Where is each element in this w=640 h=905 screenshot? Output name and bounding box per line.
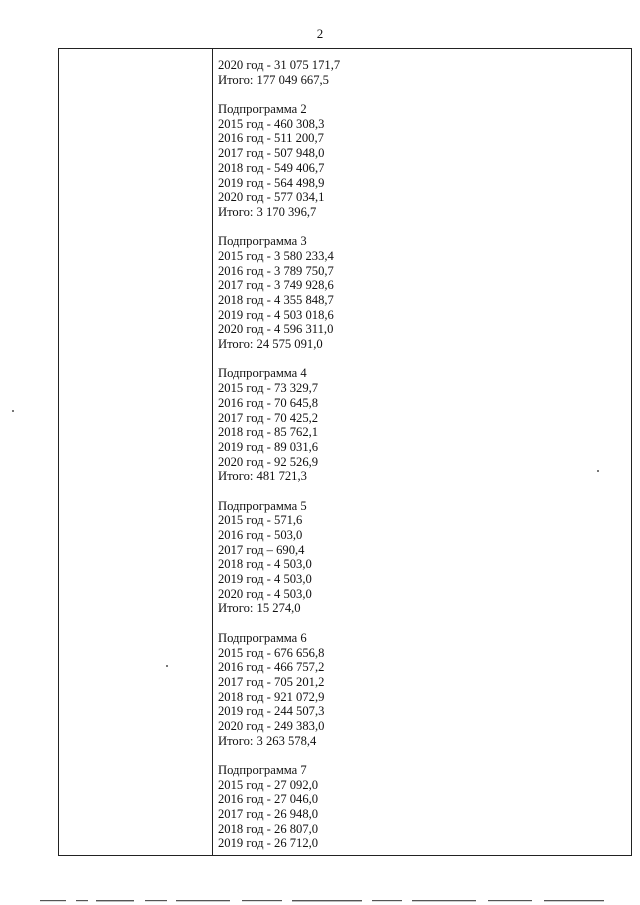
- scan-dash: [242, 900, 282, 901]
- total-line: Итого: 3 170 396,7: [218, 204, 317, 219]
- scan-speck: [597, 470, 599, 472]
- year-line: 2018 год - 921 072,9: [218, 689, 325, 704]
- subprogram-3-block: [218, 234, 631, 352]
- year-line: 2018 год - 4 355 848,7: [218, 293, 334, 307]
- spacer: [218, 616, 631, 631]
- subprogram-title: Подпрограмма 3: [218, 234, 307, 249]
- subprogram-6-block: [218, 631, 631, 749]
- year-line: 2018 год - 26 807,0: [218, 821, 319, 836]
- subprogram-7-block: [218, 763, 631, 851]
- year-line: 2015 год - 27 092,0: [218, 777, 319, 792]
- year-line: 2017 год - 70 425,2: [218, 410, 319, 425]
- scan-edge-artifacts: [0, 896, 640, 904]
- year-line: 2016 год - 3 789 750,7: [218, 263, 334, 278]
- table-left-column: [59, 49, 213, 855]
- year-line: 2015 год - 676 656,8: [218, 645, 325, 660]
- total-line: Итого: 24 575 091,0: [218, 337, 323, 352]
- year-line: 2018 год - 549 406,7: [218, 160, 325, 175]
- year-line: 2016 год - 27 046,0: [218, 792, 319, 807]
- funding-table: [58, 48, 632, 856]
- year-line: 2019 год - 564 498,9: [218, 175, 325, 190]
- scan-dash: [145, 900, 167, 901]
- table-right-column: [213, 49, 631, 855]
- spacer: [218, 87, 631, 102]
- year-line: 2020 год - 92 526,9: [218, 454, 319, 469]
- year-line: 2019 год - 26 712,0: [218, 836, 319, 851]
- scan-dash: [40, 900, 66, 901]
- spacer: [218, 484, 631, 499]
- year-line: 2017 год – 690,4: [218, 542, 305, 557]
- subprogram-title: Подпрограмма 7: [218, 763, 307, 777]
- spacer: [218, 352, 631, 367]
- year-line: 2015 год - 73 329,7: [218, 381, 319, 396]
- scan-dash: [76, 900, 88, 901]
- scan-dash: [544, 900, 604, 901]
- scan-dash: [372, 900, 402, 901]
- scan-dash: [488, 900, 532, 901]
- subprogram-2-block: [218, 102, 631, 220]
- year-line: 2019 год - 4 503,0: [218, 572, 312, 587]
- year-line: 2019 год - 4 503 018,6: [218, 307, 334, 322]
- subprogram-title: Подпрограмма 6: [218, 630, 307, 645]
- year-line: 2020 год - 249 383,0: [218, 718, 325, 733]
- page-number: 2: [316, 26, 324, 41]
- subprogram-title: Подпрограмма 2: [218, 102, 307, 117]
- spacer: [218, 748, 631, 763]
- intro-line: Итого: 177 049 667,5: [218, 72, 329, 87]
- year-line: 2018 год - 4 503,0: [218, 557, 312, 572]
- total-line: Итого: 15 274,0: [218, 601, 301, 616]
- year-line: 2015 год - 460 308,3: [218, 116, 325, 131]
- spacer: [218, 220, 631, 235]
- intro-line: 2020 год - 31 075 171,7: [218, 58, 341, 72]
- year-line: 2015 год - 571,6: [218, 513, 303, 528]
- year-line: 2017 год - 507 948,0: [218, 146, 325, 161]
- scan-dash: [292, 900, 362, 901]
- intro-block: [218, 58, 631, 87]
- scan-speck: [166, 665, 168, 667]
- year-line: 2017 год - 705 201,2: [218, 674, 325, 689]
- subprogram-4-block: [218, 366, 631, 484]
- year-line: 2017 год - 3 749 928,6: [218, 278, 334, 293]
- scan-dash: [176, 900, 230, 901]
- year-line: 2015 год - 3 580 233,4: [218, 248, 334, 263]
- year-line: 2018 год - 85 762,1: [218, 425, 319, 440]
- scan-dash: [412, 900, 476, 901]
- year-line: 2017 год - 26 948,0: [218, 807, 319, 822]
- year-line: 2019 год - 244 507,3: [218, 704, 325, 719]
- year-line: 2016 год - 70 645,8: [218, 395, 319, 410]
- year-line: 2020 год - 4 503,0: [218, 586, 312, 601]
- subprogram-5-block: [218, 499, 631, 617]
- subprogram-title: Подпрограмма 5: [218, 498, 307, 513]
- year-line: 2019 год - 89 031,6: [218, 439, 319, 454]
- subprogram-title: Подпрограмма 4: [218, 366, 307, 381]
- total-line: Итого: 481 721,3: [218, 469, 307, 484]
- year-line: 2020 год - 577 034,1: [218, 190, 325, 205]
- year-line: 2020 год - 4 596 311,0: [218, 322, 334, 337]
- scan-dash: [96, 900, 134, 901]
- year-line: 2016 год - 503,0: [218, 528, 303, 542]
- total-line: Итого: 3 263 578,4: [218, 733, 317, 748]
- scan-speck: [12, 410, 14, 412]
- year-line: 2016 год - 511 200,7: [218, 131, 324, 146]
- year-line: 2016 год - 466 757,2: [218, 660, 325, 675]
